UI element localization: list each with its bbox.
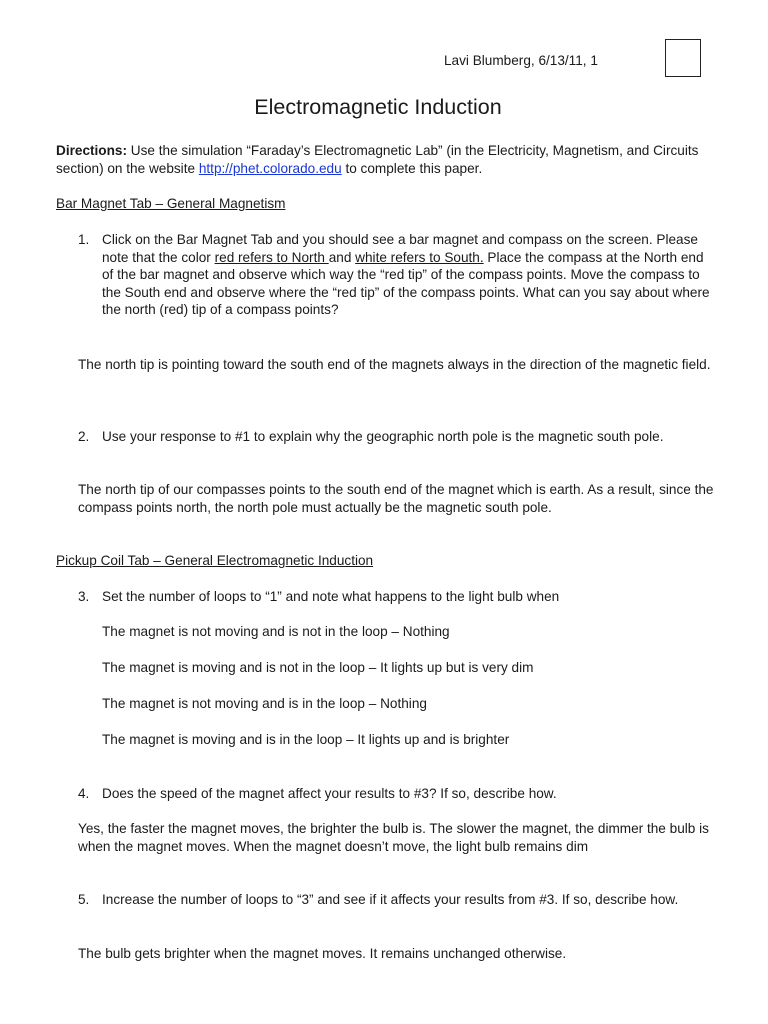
question-text: Use your response to #1 to explain why the geographic north pole is the magnetic south pole.: [102, 429, 664, 444]
answer-5: The bulb gets brighter when the magnet moves. It remains unchanged otherwise.: [78, 946, 567, 961]
section-heading-pickup-coil: Pickup Coil Tab – General Electromagnetic Induction: [56, 553, 374, 568]
section-heading-bar-magnet: Bar Magnet Tab – General Magnetism: [56, 196, 286, 211]
question-2: [78, 428, 716, 446]
case-item: The magnet is not moving and is in the loop – Nothing: [102, 696, 427, 711]
page-title: Electromagnetic Induction: [254, 95, 502, 119]
question-4: [78, 785, 716, 803]
question-5: [78, 891, 716, 909]
question-text: Does the speed of the magnet affect your results to #3? If so, describe how.: [102, 786, 557, 801]
case-item: The magnet is moving and is in the loop – It lights up and is brighter: [102, 732, 510, 747]
question-number: 5.: [78, 892, 90, 907]
directions-paragraph: [56, 142, 716, 177]
question-3: [78, 588, 716, 606]
answer-2: The north tip of our compasses points to the south end of the magnet which is earth. As a result, since the compass points north, the north pole must actually be the magnetic south pole.: [78, 482, 714, 515]
author-line: Lavi Blumberg, 6/13/11, 1: [444, 53, 598, 68]
directions-text-end: to complete this paper.: [341, 160, 483, 176]
white-south-underlined: white refers to South.: [355, 249, 484, 265]
question-number: 3.: [78, 589, 90, 604]
question-number: 4.: [78, 786, 90, 801]
red-north-underlined: red refers to North: [214, 249, 329, 265]
phet-link[interactable]: http://phet.colorado.edu: [198, 160, 342, 176]
case-item: The magnet is not moving and is not in the loop – Nothing: [102, 624, 450, 639]
answer-4: Yes, the faster the magnet moves, the brighter the bulb is. The slower the magnet, the dimmer the bulb is when the magnet moves. When the magnet doesn’t move, the light bulb remains dim: [78, 821, 709, 854]
answer-1: The north tip is pointing toward the south end of the magnets always in the direction of the magnetic field.: [78, 357, 711, 372]
question-text: Set the number of loops to “1” and note what happens to the light bulb when: [102, 589, 560, 604]
directions-text: Use the simulation “Faraday’s Electromagnetic Lab” (in the Electricity, Magnetism, and Circuits section) on the website: [56, 143, 699, 176]
question-text: Click on the Bar Magnet Tab and you should see a bar magnet and compass on the screen. Please note that the color red refers to North and white refers to South. Place the compass at the North end of the bar magnet and observe which way the “red tip” of the compass points. Move the compass to the South end and observe where the “red tip” of the compass points. What can you say about where the north (red) tip of a compass points?: [102, 232, 710, 318]
question-number: 2.: [78, 429, 90, 444]
score-box: [665, 39, 701, 77]
question-1: [78, 231, 716, 319]
directions-label: Directions:: [56, 143, 128, 158]
question-text: Increase the number of loops to “3” and see if it affects your results from #3. If so, describe how.: [102, 892, 679, 907]
case-item: The magnet is moving and is not in the loop – It lights up but is very dim: [102, 660, 534, 675]
question-number: 1.: [78, 232, 90, 247]
